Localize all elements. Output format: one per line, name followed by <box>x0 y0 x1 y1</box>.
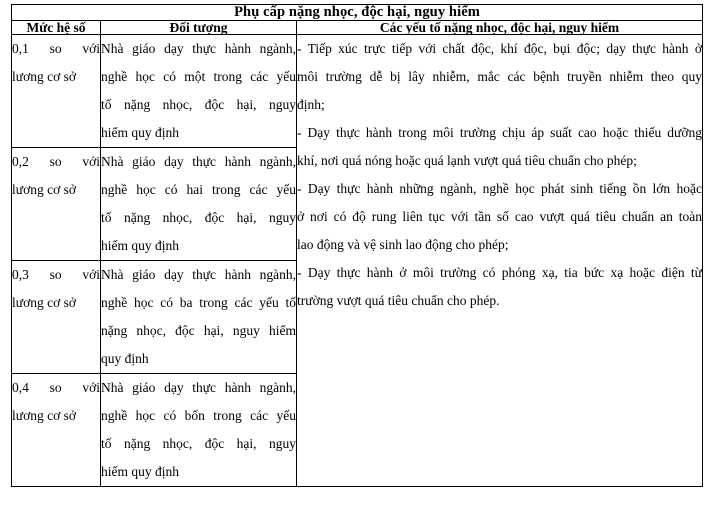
table-title: Phụ cấp nặng nhọc, độc hại, nguy hiểm <box>12 5 703 21</box>
column-header-muc-he-so: Mức hệ số <box>12 20 101 35</box>
level-line: 0,3 so với <box>12 267 100 282</box>
cell-target-4 <box>101 374 297 487</box>
cell-level-2 <box>12 148 101 261</box>
factor-line: khí, nơi quá nóng hoặc quá lạnh vượt quá tiêu chuẩn cho phép; <box>297 153 637 168</box>
target-line: hiểm quy định <box>101 125 179 140</box>
level-line: lương cơ sở <box>12 182 76 197</box>
column-header-doi-tuong: Đối tượng <box>101 20 297 35</box>
cell-level-4 <box>12 374 101 487</box>
factor-line: định; <box>297 97 325 112</box>
factor-line: - Dạy thực hành những ngành, nghề học phát sinh tiếng ồn lớn hoặc <box>297 181 702 196</box>
factor-line: trường vượt quá tiêu chuẩn cho phép. <box>297 293 500 308</box>
target-line: Nhà giáo dạy thực hành ngành, <box>101 41 296 56</box>
target-line: nghề học có ba trong các yếu tố <box>101 295 296 310</box>
target-line: nghề học có một trong các yếu <box>101 69 296 84</box>
cell-target-2 <box>101 148 297 261</box>
cell-target-1 <box>101 35 297 148</box>
cell-level-3 <box>12 261 101 374</box>
level-line: 0,4 so với <box>12 380 100 395</box>
target-line: hiểm quy định <box>101 238 179 253</box>
cell-factors-merged <box>297 35 703 487</box>
allowance-table <box>11 4 703 487</box>
level-line: lương cơ sở <box>12 295 76 310</box>
factor-line: ở nơi có độ rung liên tục với tần số cao vượt quá tiêu chuẩn an toàn <box>297 209 702 224</box>
target-line: Nhà giáo dạy thực hành ngành, <box>101 380 296 395</box>
column-header-cac-yeu-to: Các yếu tố nặng nhọc, độc hại, nguy hiểm <box>297 20 703 35</box>
target-line: Nhà giáo dạy thực hành ngành, <box>101 267 296 282</box>
target-line: tố nặng nhọc, độc hại, nguy <box>101 436 296 451</box>
target-line: nghề học có hai trong các yếu <box>101 182 296 197</box>
level-line: lương cơ sở <box>12 69 76 84</box>
target-line: tố nặng nhọc, độc hại, nguy <box>101 97 296 112</box>
target-line: quy định <box>101 351 149 366</box>
factor-line: - Dạy thực hành ở môi trường có phóng xạ, tia bức xạ hoặc điện từ <box>297 265 702 280</box>
cell-target-3 <box>101 261 297 374</box>
target-line: nặng nhọc, độc hại, nguy hiểm <box>101 323 296 338</box>
cell-level-1 <box>12 35 101 148</box>
level-line: 0,1 so với <box>12 41 100 56</box>
table-title-row <box>12 5 703 21</box>
table-row <box>12 35 703 148</box>
target-line: tố nặng nhọc, độc hại, nguy <box>101 210 296 225</box>
target-line: Nhà giáo dạy thực hành ngành, <box>101 154 296 169</box>
target-line: hiểm quy định <box>101 464 179 479</box>
factor-line: lao động và vệ sinh lao động cho phép; <box>297 237 509 252</box>
factor-line: - Tiếp xúc trực tiếp với chất độc, khí độc, bụi độc; dạy thực hành ở <box>297 41 702 56</box>
factor-line: - Dạy thực hành trong môi trường chịu áp suất cao hoặc thiếu dưỡng <box>297 125 702 140</box>
level-line: 0,2 so với <box>12 154 100 169</box>
table-header-row <box>12 20 703 35</box>
target-line: nghề học có bốn trong các yếu <box>101 408 296 423</box>
factor-line: môi trường dễ bị lây nhiễm, mắc các bệnh truyền nhiễm theo quy <box>297 69 702 84</box>
level-line: lương cơ sở <box>12 408 76 423</box>
